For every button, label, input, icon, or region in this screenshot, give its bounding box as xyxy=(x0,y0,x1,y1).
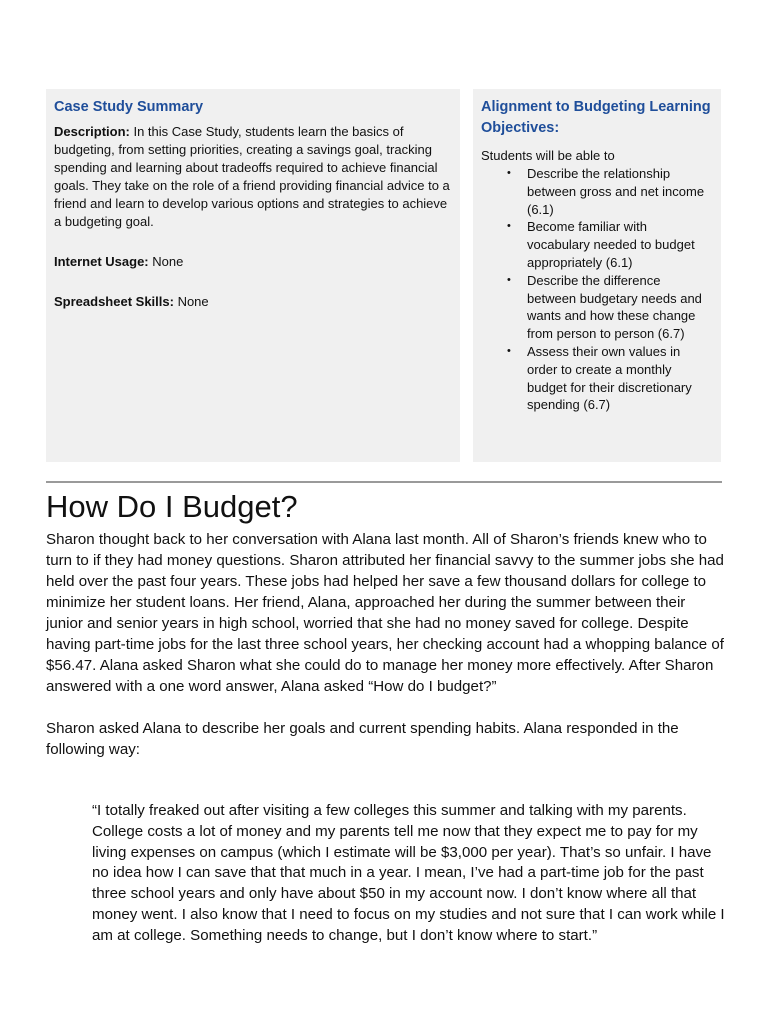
objective-item xyxy=(507,218,713,271)
alana-quote: “I totally freaked out after visiting a few colleges this summer and talking with my parents. College costs a lot of money and my parents tell me now that they expect me to pay for my living expenses on campus (which I estimate will be $3,000 per year). That’s so unfair. I have no idea how I can save that that much in a year. I mean, I’ve had a part-time job for the past three school years and only have about $50 in my account now. I don’t know where all that money went. I also know that I need to focus on my studies and not sure that I can work while I am at college. Something needs to change, but I don’t know where to start.” xyxy=(92,802,725,944)
page-title: How Do I Budget? xyxy=(46,489,298,524)
bullet-icon: • xyxy=(507,220,511,233)
bullet-icon: • xyxy=(507,344,511,357)
spreadsheet-skills-label: Spreadsheet Skills: xyxy=(54,294,174,309)
spreadsheet-skills-line xyxy=(54,293,452,311)
section-divider xyxy=(46,481,722,483)
objectives-intro: Students will be able to xyxy=(481,148,615,163)
story-paragraph-1: Sharon thought back to her conversation with Alana last month. All of Sharon’s friends knew who to turn to if they had money questions. Sharon attributed her financial savvy to the summer jobs she had held over the past four years. These jobs had helped her save a few thousand dollars for college to minimize her student loans. Her friend, Alana, approached her during the summer between their junior and senior years in high school, worried that she had no money saved for college. Despite having part-time jobs for the last three school years, her checking account had a whopping balance of $56.47. Alana asked Sharon what she could do to manage her money more effectively. After Sharon answered with a one word answer, Alana asked “How do I budget?” xyxy=(46,531,724,695)
internet-usage-label: Internet Usage: xyxy=(54,254,149,269)
alignment-objectives-box xyxy=(473,89,721,462)
bullet-icon: • xyxy=(507,167,511,179)
story-body xyxy=(46,529,726,760)
internet-usage-line xyxy=(54,253,452,271)
spreadsheet-skills-value: None xyxy=(173,294,209,309)
objective-item xyxy=(507,272,713,343)
description-text: In this Case Study, students learn the basics of budgeting, from setting priorities, creating a savings goal, tracking spending and learning about tradeoffs required to achieve financial goals. They take on the role of a friend providing financial advice to a friend and learn to develop various options and strategies to achieve a budgeting goal. xyxy=(54,124,450,229)
objective-text: Assess their own values in order to create a monthly budget for their discretionary spending (6.7) xyxy=(527,343,692,413)
objectives-list xyxy=(481,165,713,414)
objective-text: Describe the relationship between gross and net income (6.1) xyxy=(527,166,705,217)
internet-usage-value: None xyxy=(148,254,184,269)
case-study-summary-box xyxy=(46,89,460,462)
case-study-summary-heading: Case Study Summary xyxy=(54,99,204,115)
objective-item xyxy=(507,343,713,414)
story-paragraph-2: Sharon asked Alana to describe her goals and current spending habits. Alana responded in the following way: xyxy=(46,720,679,758)
alignment-heading: Alignment to Budgeting Learning Objectives: xyxy=(481,99,711,136)
objective-item xyxy=(507,165,713,218)
description-label: Description: xyxy=(54,124,130,139)
objective-text: Become familiar with vocabulary needed to budget appropriately (6.1) xyxy=(527,219,695,270)
objective-text: Describe the difference between budgetary needs and wants and how these change from person to person (6.7) xyxy=(527,272,702,342)
description-paragraph xyxy=(54,123,452,231)
bullet-icon: • xyxy=(507,273,511,286)
